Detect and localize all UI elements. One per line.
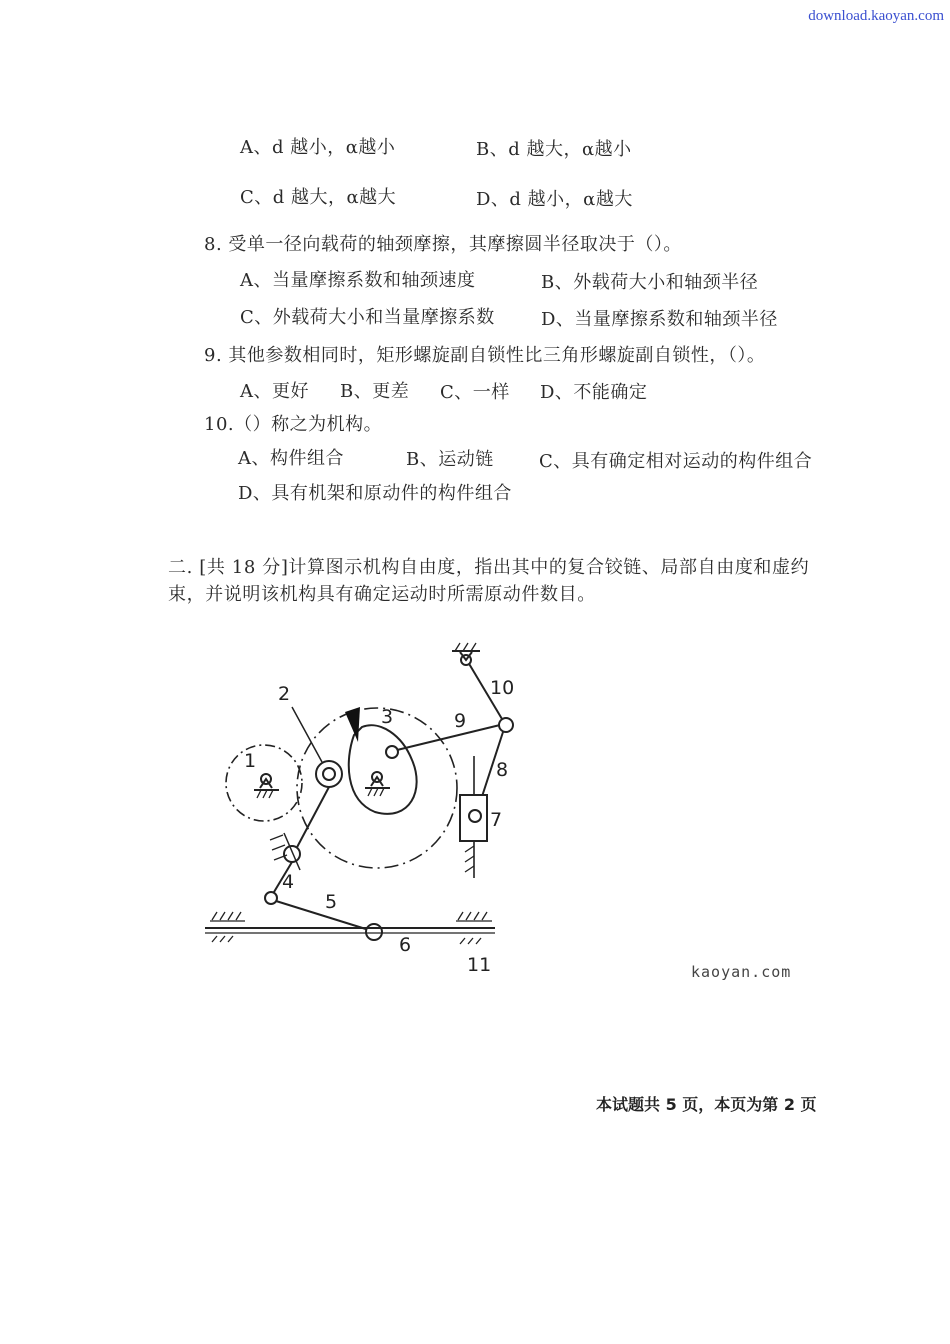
q10-option-b: B、运动链: [406, 449, 494, 470]
label-3: 3: [381, 706, 394, 728]
q10-stem: 10.（）称之为机构。: [204, 414, 383, 435]
label-10: 10: [490, 677, 515, 699]
q7-option-c: C、d 越大，α越大: [240, 187, 397, 208]
slider-7-pivot: [469, 810, 481, 822]
q9-stem: 9. 其他参数相同时，矩形螺旋副自锁性比三角形螺旋副自锁性，（）。: [204, 345, 766, 366]
q8-option-b: B、外载荷大小和轴颈半径: [541, 272, 759, 293]
joint-9-cam: [386, 746, 398, 758]
label-11: 11: [467, 954, 492, 976]
mechanism-diagram: [195, 640, 515, 980]
label-6: 6: [399, 934, 412, 956]
page-footer: 本试题共 5 页，本页为第 2 页: [596, 1095, 817, 1114]
q8-stem: 8. 受单一径向载荷的轴颈摩擦，其摩擦圆半径取决于（）。: [204, 234, 682, 255]
q8-option-a: A、当量摩擦系数和轴颈速度: [240, 270, 476, 291]
site-url-watermark[interactable]: download.kaoyan.com: [808, 8, 944, 24]
q9-option-c: C、一样: [440, 382, 510, 403]
label-4: 4: [282, 871, 295, 893]
section2-line2: 束，并说明该机构具有确定运动时所需原动件数目。: [168, 584, 596, 605]
roller-2-inner: [323, 768, 335, 780]
label-5: 5: [325, 891, 338, 913]
q10-option-c: C、具有确定相对运动的构件组合: [539, 451, 813, 472]
label-9: 9: [454, 710, 467, 732]
label-8: 8: [496, 759, 509, 781]
q9-option-b: B、更差: [340, 381, 410, 402]
section2-line1: 二. [共 18 分]计算图示机构自由度，指出其中的复合铰链、局部自由度和虚约: [168, 557, 810, 578]
slider-6: [366, 924, 382, 940]
pivot-4-slider: [284, 846, 300, 862]
label-1: 1: [244, 750, 257, 772]
joint-4-5: [265, 892, 277, 904]
q7-option-a: A、d 越小，α越小: [240, 137, 396, 158]
q8-option-d: D、当量摩擦系数和轴颈半径: [541, 309, 778, 330]
q9-option-a: A、更好: [240, 381, 309, 402]
q8-option-c: C、外载荷大小和当量摩擦系数: [240, 307, 495, 328]
q7-option-b: B、d 越大，α越小: [476, 139, 632, 160]
joint-8-9-10: [499, 718, 513, 732]
label-2: 2: [278, 683, 291, 705]
q7-option-d: D、d 越小，α越大: [476, 189, 633, 210]
q10-option-a: A、构件组合: [238, 448, 344, 469]
cam-3-profile: [349, 725, 417, 814]
q10-option-d: D、具有机架和原动件的构件组合: [238, 483, 512, 504]
label-7: 7: [490, 809, 503, 831]
q9-option-d: D、不能确定: [540, 382, 648, 403]
kaoyan-site-mark: kaoyan.com: [691, 963, 792, 981]
